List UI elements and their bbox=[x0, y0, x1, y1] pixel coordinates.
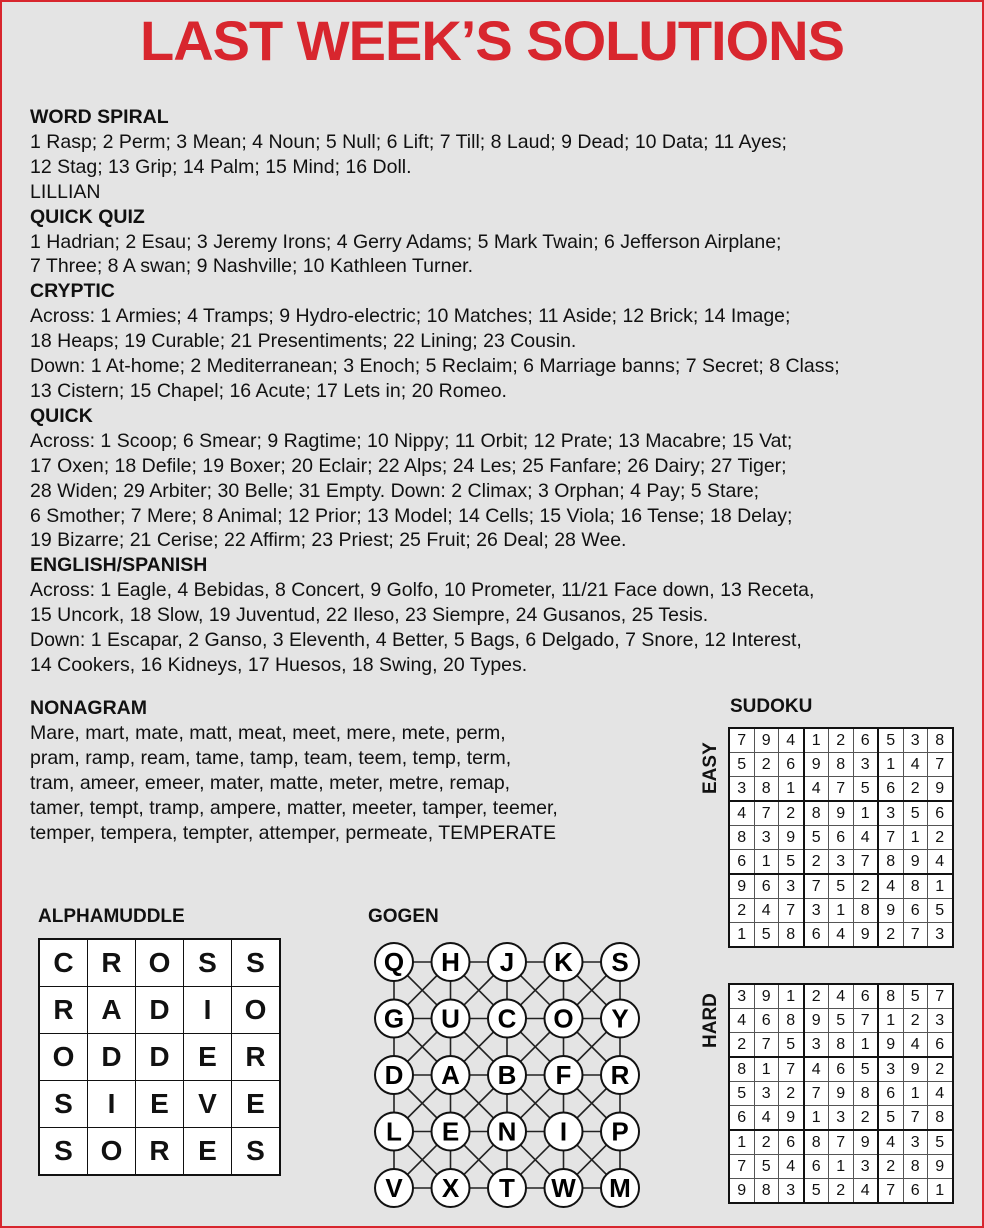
answer-line: 12 Stag; 13 Grip; 14 Palm; 15 Mind; 16 Doll. bbox=[30, 155, 412, 178]
answer-line: tram, ameer, emeer, mater, matte, meter, metre, remap, bbox=[30, 771, 511, 794]
answer-line: Across: 1 Armies; 4 Tramps; 9 Hydro-electric; 10 Matches; 11 Aside; 12 Brick; 14 Image; bbox=[30, 305, 791, 328]
sudoku-cell: 8 bbox=[903, 1155, 928, 1179]
alphamuddle-cell: S bbox=[232, 939, 281, 987]
sudoku-cell: 9 bbox=[853, 1130, 878, 1155]
sudoku-cell: 8 bbox=[928, 1106, 953, 1131]
sudoku-cell: 4 bbox=[903, 1033, 928, 1058]
alphamuddle-cell: R bbox=[232, 1034, 281, 1081]
sudoku-cell: 7 bbox=[729, 728, 754, 753]
sudoku-cell: 5 bbox=[829, 874, 854, 899]
sudoku-cell: 1 bbox=[853, 801, 878, 826]
sudoku-cell: 6 bbox=[903, 1179, 928, 1204]
sudoku-cell: 3 bbox=[928, 923, 953, 948]
sudoku-cell: 3 bbox=[878, 801, 903, 826]
alphamuddle-cell: C bbox=[39, 939, 88, 987]
sudoku-cell: 5 bbox=[729, 753, 754, 777]
sudoku-cell: 5 bbox=[779, 1033, 804, 1058]
sudoku-cell: 8 bbox=[804, 1130, 829, 1155]
sudoku-cell: 1 bbox=[729, 923, 754, 948]
sudoku-cell: 4 bbox=[754, 899, 779, 923]
sudoku-cell: 2 bbox=[754, 753, 779, 777]
sudoku-cell: 9 bbox=[729, 1179, 754, 1204]
page-title: LAST WEEK’S SOLUTIONS bbox=[140, 9, 844, 72]
alphamuddle-cell: D bbox=[88, 1034, 136, 1081]
sudoku-cell: 1 bbox=[903, 826, 928, 850]
gogen-node-letter: L bbox=[386, 1116, 402, 1147]
alphamuddle-cell: S bbox=[39, 1128, 88, 1176]
sudoku-cell: 8 bbox=[729, 826, 754, 850]
sudoku-cell: 9 bbox=[829, 801, 854, 826]
sudoku-cell: 8 bbox=[903, 874, 928, 899]
sudoku-cell: 2 bbox=[754, 1130, 779, 1155]
sudoku-cell: 3 bbox=[779, 874, 804, 899]
sudoku-cell: 4 bbox=[754, 1106, 779, 1131]
sudoku-cell: 9 bbox=[779, 826, 804, 850]
sudoku-cell: 6 bbox=[829, 826, 854, 850]
sudoku-cell: 5 bbox=[878, 728, 903, 753]
gogen-heading: GOGEN bbox=[368, 906, 439, 927]
sudoku-cell: 7 bbox=[804, 1082, 829, 1106]
sudoku-cell: 8 bbox=[878, 850, 903, 875]
sudoku-cell: 5 bbox=[878, 1106, 903, 1131]
sudoku-cell: 5 bbox=[804, 826, 829, 850]
sudoku-cell: 4 bbox=[853, 826, 878, 850]
sudoku-cell: 9 bbox=[829, 1082, 854, 1106]
answer-line: 28 Widen; 29 Arbiter; 30 Belle; 31 Empty. Down: 2 Climax; 3 Orphan; 4 Pay; 5 Stare; bbox=[30, 479, 760, 502]
sudoku-hard-grid bbox=[728, 983, 954, 1204]
gogen-node-letter: T bbox=[499, 1173, 515, 1203]
sudoku-cell: 8 bbox=[853, 1082, 878, 1106]
sudoku-cell: 9 bbox=[754, 984, 779, 1009]
sudoku-cell: 6 bbox=[754, 874, 779, 899]
sudoku-cell: 2 bbox=[928, 826, 953, 850]
sudoku-cell: 2 bbox=[829, 728, 854, 753]
sudoku-cell: 8 bbox=[779, 1009, 804, 1033]
answer-line: 13 Cistern; 15 Chapel; 16 Acute; 17 Lets in; 20 Romeo. bbox=[30, 379, 507, 402]
sudoku-cell: 2 bbox=[853, 874, 878, 899]
alphamuddle-cell: O bbox=[136, 939, 184, 987]
gogen-node-letter: O bbox=[553, 1003, 574, 1034]
answer-line: Mare, mart, mate, matt, meat, meet, mere, mete, perm, bbox=[30, 721, 506, 744]
sudoku-cell: 5 bbox=[754, 1155, 779, 1179]
sudoku-cell: 6 bbox=[754, 1009, 779, 1033]
sudoku-cell: 3 bbox=[754, 826, 779, 850]
sudoku-cell: 2 bbox=[928, 1057, 953, 1082]
sudoku-cell: 7 bbox=[853, 850, 878, 875]
sudoku-cell: 5 bbox=[754, 923, 779, 948]
sudoku-cell: 3 bbox=[829, 1106, 854, 1131]
sudoku-cell: 8 bbox=[729, 1057, 754, 1082]
sudoku-cell: 1 bbox=[829, 1155, 854, 1179]
sudoku-cell: 7 bbox=[729, 1155, 754, 1179]
sudoku-cell: 4 bbox=[804, 1057, 829, 1082]
sudoku-cell: 2 bbox=[804, 850, 829, 875]
sudoku-cell: 2 bbox=[878, 923, 903, 948]
sudoku-cell: 3 bbox=[804, 899, 829, 923]
sudoku-cell: 1 bbox=[829, 899, 854, 923]
sudoku-cell: 6 bbox=[903, 899, 928, 923]
sudoku-cell: 7 bbox=[903, 1106, 928, 1131]
sudoku-cell: 5 bbox=[928, 1130, 953, 1155]
sudoku-cell: 2 bbox=[853, 1106, 878, 1131]
sudoku-easy-grid bbox=[728, 727, 954, 948]
alphamuddle-cell: S bbox=[232, 1128, 281, 1176]
sudoku-cell: 1 bbox=[928, 1179, 953, 1204]
gogen-node-letter: J bbox=[499, 947, 515, 977]
section-heading: CRYPTIC bbox=[30, 280, 115, 303]
sudoku-cell: 5 bbox=[804, 1179, 829, 1204]
alphamuddle-cell: I bbox=[88, 1081, 136, 1128]
sudoku-cell: 6 bbox=[804, 1155, 829, 1179]
sudoku-cell: 3 bbox=[729, 777, 754, 802]
sudoku-cell: 6 bbox=[853, 728, 878, 753]
sudoku-cell: 7 bbox=[928, 984, 953, 1009]
alphamuddle-cell: O bbox=[39, 1034, 88, 1081]
answer-line: LILLIAN bbox=[30, 180, 101, 203]
sudoku-cell: 3 bbox=[829, 850, 854, 875]
sudoku-cell: 1 bbox=[928, 874, 953, 899]
alphamuddle-cell: E bbox=[184, 1034, 232, 1081]
alphamuddle-cell: R bbox=[39, 987, 88, 1034]
quick-section bbox=[30, 404, 970, 553]
sudoku-cell: 6 bbox=[853, 984, 878, 1009]
sudoku-cell: 9 bbox=[903, 850, 928, 875]
sudoku-cell: 5 bbox=[928, 899, 953, 923]
gogen-node-letter: I bbox=[559, 1116, 568, 1147]
answer-line: 15 Uncork, 18 Slow, 19 Juventud, 22 Ileso, 23 Siempre, 24 Gusanos, 25 Tesis. bbox=[30, 604, 709, 627]
sudoku-cell: 9 bbox=[779, 1106, 804, 1131]
sudoku-cell: 6 bbox=[779, 1130, 804, 1155]
sudoku-cell: 2 bbox=[729, 1033, 754, 1058]
alphamuddle-cell: E bbox=[184, 1128, 232, 1176]
sudoku-cell: 4 bbox=[878, 1130, 903, 1155]
alphamuddle-cell: R bbox=[88, 939, 136, 987]
answer-line: Down: 1 Escapar, 2 Ganso, 3 Eleventh, 4 Better, 5 Bags, 6 Delgado, 7 Snore, 12 Interest, bbox=[30, 629, 802, 652]
sudoku-cell: 3 bbox=[903, 1130, 928, 1155]
sudoku-cell: 6 bbox=[928, 801, 953, 826]
sudoku-cell: 1 bbox=[754, 1057, 779, 1082]
answer-line: 17 Oxen; 18 Defile; 19 Boxer; 20 Eclair; 22 Alps; 24 Les; 25 Fanfare; 26 Dairy; 27 Tiger; bbox=[30, 454, 787, 477]
alphamuddle-cell: A bbox=[88, 987, 136, 1034]
sudoku-cell: 7 bbox=[853, 1009, 878, 1033]
alphamuddle-cell: S bbox=[184, 939, 232, 987]
sudoku-cell: 8 bbox=[928, 728, 953, 753]
gogen-node-letter: U bbox=[441, 1003, 460, 1034]
sudoku-cell: 8 bbox=[878, 984, 903, 1009]
sudoku-cell: 9 bbox=[804, 753, 829, 777]
gogen-node-letter: Y bbox=[611, 1003, 629, 1034]
sudoku-cell: 9 bbox=[903, 1057, 928, 1082]
sudoku-cell: 7 bbox=[829, 1130, 854, 1155]
sudoku-cell: 1 bbox=[729, 1130, 754, 1155]
sudoku-cell: 3 bbox=[903, 728, 928, 753]
alphamuddle-cell: D bbox=[136, 987, 184, 1034]
sudoku-cell: 7 bbox=[928, 753, 953, 777]
sudoku-cell: 3 bbox=[804, 1033, 829, 1058]
sudoku-cell: 1 bbox=[779, 777, 804, 802]
gogen-node-letter: A bbox=[441, 1060, 460, 1090]
english-spanish-section bbox=[30, 553, 970, 678]
section-heading: ENGLISH/SPANISH bbox=[30, 554, 208, 577]
sudoku-cell: 9 bbox=[878, 1033, 903, 1058]
sudoku-cell: 1 bbox=[804, 728, 829, 753]
gogen-node-letter: C bbox=[497, 1003, 517, 1034]
answer-line: 6 Smother; 7 Mere; 8 Animal; 12 Prior; 13 Model; 14 Cells; 15 Viola; 16 Tense; 18 Delay; bbox=[30, 504, 793, 527]
sudoku-cell: 2 bbox=[779, 801, 804, 826]
answer-line: Across: 1 Scoop; 6 Smear; 9 Ragtime; 10 Nippy; 11 Orbit; 12 Prate; 13 Macabre; 15 Vat; bbox=[30, 429, 793, 452]
sudoku-cell: 7 bbox=[878, 1179, 903, 1204]
sudoku-cell: 1 bbox=[853, 1033, 878, 1058]
sudoku-cell: 1 bbox=[754, 850, 779, 875]
gogen-node-letter: V bbox=[385, 1173, 403, 1203]
alphamuddle-cell: D bbox=[136, 1034, 184, 1081]
answer-line: 19 Bizarre; 21 Cerise; 22 Affirm; 23 Priest; 25 Fruit; 26 Deal; 28 Wee. bbox=[30, 529, 627, 552]
gogen-node-letter: P bbox=[611, 1116, 629, 1147]
answer-line: 7 Three; 8 A swan; 9 Nashville; 10 Kathleen Turner. bbox=[30, 255, 473, 278]
answers-block bbox=[30, 105, 970, 678]
answer-line: Across: 1 Eagle, 4 Bebidas, 8 Concert, 9 Golfo, 10 Prometer, 11/21 Face down, 13 Receta, bbox=[30, 579, 815, 602]
answer-line: Down: 1 At-home; 2 Mediterranean; 3 Enoch; 5 Reclaim; 6 Marriage banns; 7 Secret; 8 Class; bbox=[30, 355, 840, 378]
sudoku-cell: 5 bbox=[903, 984, 928, 1009]
alphamuddle-cell: I bbox=[184, 987, 232, 1034]
sudoku-cell: 7 bbox=[754, 1033, 779, 1058]
sudoku-cell: 9 bbox=[928, 1155, 953, 1179]
sudoku-cell: 1 bbox=[878, 1009, 903, 1033]
sudoku-cell: 4 bbox=[779, 728, 804, 753]
sudoku-cell: 9 bbox=[853, 923, 878, 948]
sudoku-cell: 6 bbox=[779, 753, 804, 777]
gogen-node-letter: N bbox=[497, 1116, 517, 1147]
sudoku-easy-label: EASY bbox=[700, 742, 721, 794]
sudoku-cell: 2 bbox=[779, 1082, 804, 1106]
sudoku-cell: 3 bbox=[928, 1009, 953, 1033]
gogen-node-letter: D bbox=[384, 1060, 404, 1090]
quick-quiz-section bbox=[30, 205, 970, 280]
gogen-node-letter: X bbox=[441, 1173, 460, 1203]
sudoku-cell: 4 bbox=[829, 923, 854, 948]
sudoku-cell: 7 bbox=[903, 923, 928, 948]
sudoku-cell: 3 bbox=[853, 753, 878, 777]
alphamuddle-heading: ALPHAMUDDLE bbox=[38, 906, 185, 927]
alphamuddle-cell: V bbox=[184, 1081, 232, 1128]
sudoku-cell: 2 bbox=[829, 1179, 854, 1204]
sudoku-cell: 4 bbox=[878, 874, 903, 899]
sudoku-cell: 8 bbox=[829, 1033, 854, 1058]
sudoku-cell: 8 bbox=[804, 801, 829, 826]
alphamuddle-cell: O bbox=[88, 1128, 136, 1176]
alphamuddle-cell: E bbox=[232, 1081, 281, 1128]
alphamuddle-cell: S bbox=[39, 1081, 88, 1128]
nonagram-section bbox=[30, 696, 680, 845]
sudoku-cell: 8 bbox=[779, 923, 804, 948]
sudoku-cell: 2 bbox=[903, 1009, 928, 1033]
sudoku-cell: 7 bbox=[878, 826, 903, 850]
sudoku-cell: 6 bbox=[804, 923, 829, 948]
sudoku-cell: 9 bbox=[928, 777, 953, 802]
word-spiral-section bbox=[30, 105, 970, 205]
answer-line: temper, tempera, tempter, attemper, permeate, TEMPERATE bbox=[30, 821, 556, 844]
sudoku-cell: 4 bbox=[853, 1179, 878, 1204]
sudoku-cell: 4 bbox=[729, 801, 754, 826]
sudoku-cell: 2 bbox=[878, 1155, 903, 1179]
alphamuddle-grid bbox=[38, 938, 281, 1176]
answer-line: pram, ramp, ream, tame, tamp, team, teem, temp, term, bbox=[30, 746, 512, 769]
gogen-grid bbox=[370, 936, 640, 1214]
answer-line: 1 Rasp; 2 Perm; 3 Mean; 4 Noun; 5 Null; 6 Lift; 7 Till; 8 Laud; 9 Dead; 10 Data; 11 Ayes; bbox=[30, 130, 787, 153]
sudoku-cell: 4 bbox=[804, 777, 829, 802]
sudoku-hard-label: HARD bbox=[700, 993, 721, 1048]
gogen-node-letter: K bbox=[554, 947, 573, 977]
sudoku-cell: 4 bbox=[928, 1082, 953, 1106]
sudoku-cell: 4 bbox=[829, 984, 854, 1009]
sudoku-heading: SUDOKU bbox=[730, 696, 813, 717]
sudoku-cell: 4 bbox=[729, 1009, 754, 1033]
sudoku-cell: 6 bbox=[729, 850, 754, 875]
sudoku-cell: 1 bbox=[779, 984, 804, 1009]
gogen-node-letter: Q bbox=[383, 947, 405, 977]
cryptic-section bbox=[30, 279, 970, 404]
sudoku-cell: 5 bbox=[829, 1009, 854, 1033]
sudoku-cell: 7 bbox=[779, 899, 804, 923]
sudoku-cell: 5 bbox=[853, 777, 878, 802]
sudoku-cell: 7 bbox=[804, 874, 829, 899]
gogen-node-letter: R bbox=[610, 1060, 630, 1090]
sudoku-cell: 5 bbox=[779, 850, 804, 875]
sudoku-cell: 3 bbox=[779, 1179, 804, 1204]
alphamuddle-cell: O bbox=[232, 987, 281, 1034]
sudoku-cell: 5 bbox=[853, 1057, 878, 1082]
sudoku-cell: 6 bbox=[729, 1106, 754, 1131]
answer-line: 1 Hadrian; 2 Esau; 3 Jeremy Irons; 4 Gerry Adams; 5 Mark Twain; 6 Jefferson Airplane; bbox=[30, 230, 782, 253]
gogen-node-letter: F bbox=[555, 1060, 572, 1090]
answer-line: 18 Heaps; 19 Curable; 21 Presentiments; 22 Lining; 23 Cousin. bbox=[30, 330, 577, 353]
gogen-node-letter: E bbox=[441, 1116, 460, 1147]
section-heading: WORD SPIRAL bbox=[30, 106, 169, 128]
sudoku-cell: 2 bbox=[804, 984, 829, 1009]
gogen-node-letter: M bbox=[609, 1173, 631, 1203]
sudoku-cell: 6 bbox=[878, 1082, 903, 1106]
gogen-node-letter: G bbox=[383, 1003, 405, 1034]
answer-line: 14 Cookers, 16 Kidneys, 17 Huesos, 18 Swing, 20 Types. bbox=[30, 653, 528, 676]
sudoku-cell: 6 bbox=[829, 1057, 854, 1082]
alphamuddle-cell: E bbox=[136, 1081, 184, 1128]
section-heading: NONAGRAM bbox=[30, 697, 147, 719]
sudoku-cell: 8 bbox=[754, 1179, 779, 1204]
gogen-node-letter: W bbox=[551, 1173, 576, 1203]
sudoku-cell: 8 bbox=[829, 753, 854, 777]
sudoku-cell: 5 bbox=[903, 801, 928, 826]
sudoku-cell: 1 bbox=[903, 1082, 928, 1106]
sudoku-cell: 1 bbox=[878, 753, 903, 777]
sudoku-cell: 2 bbox=[903, 777, 928, 802]
sudoku-cell: 4 bbox=[779, 1155, 804, 1179]
sudoku-cell: 3 bbox=[754, 1082, 779, 1106]
sudoku-cell: 7 bbox=[754, 801, 779, 826]
sudoku-cell: 7 bbox=[779, 1057, 804, 1082]
gogen-node-letter: H bbox=[441, 947, 460, 977]
section-heading: QUICK QUIZ bbox=[30, 205, 145, 228]
gogen-node-letter: B bbox=[497, 1060, 517, 1090]
sudoku-cell: 9 bbox=[729, 874, 754, 899]
answer-line: tamer, tempt, tramp, ampere, matter, meeter, tamper, teemer, bbox=[30, 796, 558, 819]
sudoku-cell: 6 bbox=[878, 777, 903, 802]
sudoku-cell: 4 bbox=[903, 753, 928, 777]
sudoku-cell: 8 bbox=[754, 777, 779, 802]
section-heading: QUICK bbox=[30, 404, 93, 427]
sudoku-cell: 4 bbox=[928, 850, 953, 875]
sudoku-cell: 3 bbox=[878, 1057, 903, 1082]
sudoku-cell: 9 bbox=[754, 728, 779, 753]
sudoku-cell: 3 bbox=[729, 984, 754, 1009]
sudoku-cell: 8 bbox=[853, 899, 878, 923]
sudoku-cell: 1 bbox=[804, 1106, 829, 1131]
gogen-node-letter: S bbox=[611, 947, 629, 977]
sudoku-cell: 3 bbox=[853, 1155, 878, 1179]
alphamuddle-cell: R bbox=[136, 1128, 184, 1176]
sudoku-cell: 7 bbox=[829, 777, 854, 802]
sudoku-cell: 9 bbox=[804, 1009, 829, 1033]
sudoku-cell: 9 bbox=[878, 899, 903, 923]
sudoku-cell: 6 bbox=[928, 1033, 953, 1058]
sudoku-cell: 5 bbox=[729, 1082, 754, 1106]
sudoku-cell: 2 bbox=[729, 899, 754, 923]
